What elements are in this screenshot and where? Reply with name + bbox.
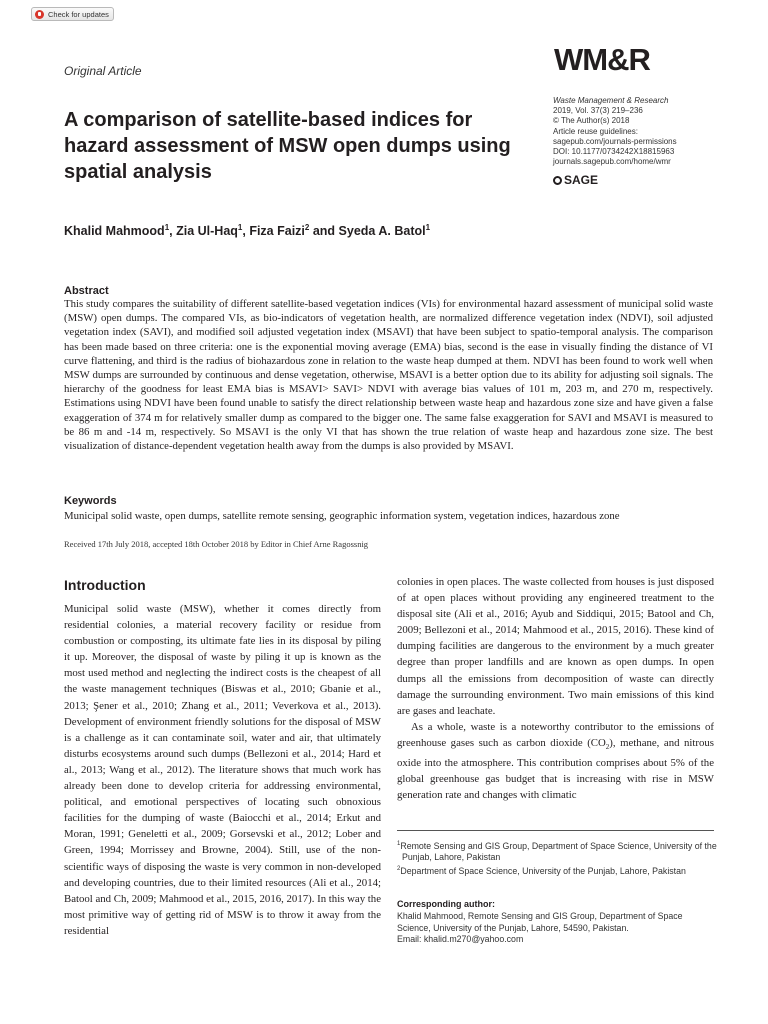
abstract-text: This study compares the suitability of different satellite-based vegetation indices (VIs) for environmental hazard assessment of municipal solid waste (MSW) open dumps. The compared VIs, as bio-indicators of vegetation health, are normalized difference vegetation index (NDVI), soil adjusted vegetation index (SAVI), and modified soil adjusted vegetation index (MSAVI) that have been subject to spatio-temporal analysis. The comparison has been made based on three criteria: one is the exponential moving average (EMA) bias, second is the ease in visually finding the distance of VI curve flattening, and third is the radius of biohazardous zone in relation to the waste heap dumped at them. NDVI has been found to work well when MSW dumps are surrounded by continuous and dense vegetation, otherwise, MSAVI is a better option due to its ability for adjusting soil signals. The hierarchy of the goodness for least EMA bias is MSAVI> SAVI> NDVI with average bias values of 101 m, 203 m, and 270 m, respectively. Estimations using NDVI have been found unable to satisfy the direct relationship between waste heap and hazardous zone size and have given a false exaggeration of 374 m for relatively smaller dump as compared to the bigger one. The same false exaggeration for SAVI and MSAVI is measured to be 86 m and -14 m, respectively. So MSAVI is the only VI that has shown the true relation of waste heap and hazardous zone size. The best visualization of distance-dependent vegetation health away from the dumps is also provided by MSAVI. <box>64 298 713 453</box>
publisher-logo <box>553 173 598 187</box>
check-for-updates-button[interactable] <box>31 7 114 21</box>
affiliations <box>397 839 717 877</box>
paragraph: colonies in open places. The waste collected from houses is just disposed of at open places without providing any engineered treatment to the disposal site (Ali et al., 2016; Ayub and Siddiqui, 2015; Batool and Ch, 2009; Bellezoni et al., 2014; Mahmood et al., 2015, 2016). These kind of dumping facilities are dangerous to the environment by a much greater degree than proper landfills and are known as open dumps. In open dumps all the emissions from decomposition of waste can directly damage the surrounding environment. Two main emissions of this kind are gases and leachate. <box>397 576 714 717</box>
update-badge-icon <box>35 10 44 19</box>
journal-name: Waste Management & Research <box>553 96 669 105</box>
journal-volume: 2019, Vol. 37(3) 219–236 <box>553 106 643 116</box>
doi[interactable]: DOI: 10.1177/0734242X18815963 <box>553 147 675 157</box>
article-title: A comparison of satellite-based indices for hazard assessment of MSW open dumps using spatial analysis <box>64 109 511 183</box>
affiliation: $^1$Remote Sensing and GIS Group, Department of Space Science, University of the Punjab, Lahore, Pakistan <box>397 840 717 863</box>
section-heading-introduction: Introduction <box>64 577 146 593</box>
journal-info <box>553 96 677 167</box>
paragraph: As a whole, waste is a noteworthy contributor to the emissions of greenhouse gases such as carbon dioxide $(CO_2)$, methane, and nitrous oxide into the atmosphere. This contribution comprises about 5% of the global greenhouse gas budget that is increasing with rise in MSW generation rate and changes with climatic <box>397 720 714 802</box>
corresponding-author-details <box>397 911 717 946</box>
author: Fiza Faizi$^2$ and <box>249 223 339 239</box>
footnote-divider <box>397 830 714 831</box>
body-column-right <box>397 574 714 803</box>
abstract-heading: Abstract <box>64 285 109 297</box>
author: Khalid Mahmood$^1$, <box>64 223 177 239</box>
check-for-updates-label: Check for updates <box>48 10 109 19</box>
author: Zia Ul-Haq$^1$, <box>176 223 250 239</box>
permissions-link[interactable]: sagepub.com/journals-permissions <box>553 136 677 146</box>
corresponding-author-address: Khalid Mahmood, Remote Sensing and GIS Group, Department of Space Science, University of the Punjab, Lahore, 54590, Pakistan. <box>397 911 683 933</box>
article-type: Original Article <box>64 64 142 78</box>
copyright: © The Author(s) 2018 <box>553 116 630 126</box>
corresponding-author-email[interactable]: Email: khalid.m270@yahoo.com <box>397 934 524 945</box>
author-list <box>64 223 430 238</box>
received-dates: Received 17th July 2018, accepted 18th October 2018 by Editor in Chief Arne Ragossnig <box>64 539 369 549</box>
author: Syeda A. Batol$^1$ <box>338 223 431 239</box>
sage-logo-icon <box>553 176 562 185</box>
body-column-left: Municipal solid waste (MSW), whether it comes directly from residential colonies, a material recovery facility or residue from combustion or composting, its ultimate fate lies in its disposal by piling it up. Moreover, the disposal of waste by piling it up is known as the most used method and neglecting the indirect costs is the cheapest of all the waste management techniques (Biswas et al., 2010; Gbanie et al., 2013; Şener et al., 2010; Zhang et al., 2011; Veverkova et al., 2013). Development of environment friendly solutions for the disposal of MSW is a challenge as it can contaminate soil, water and air, that ultimately disturbs ecosystems around such dumps (Bellezoni et al., 2014; Hard et al., 2013; Wang et al., 2012). The literature shows that much work has already been done to develop criteria for addressing environmental, political, and emotional perspectives of locating such obnoxious facilities for the dumping of waste (Baiocchi et al., 2014; Erkut and Moran, 1991; Geneletti et al., 2009; Gorsevski et al., 2012; Lober and Green, 1994; Morrissey and Browne, 2004). Still, use of the non-scientific ways of disposing the waste is very common in non-developed and developing countries, due to their limited resources (Ali et al., 2014; Batool and Ch, 2009; Mahmood et al., 2015, 2016, 2017). In this way the most primitive way of getting rid of MSW is to throw it away from the residential <box>64 603 381 937</box>
keywords-text: Municipal solid waste, open dumps, satellite remote sensing, geographic information system, vegetation indices, hazardous zone <box>64 510 620 522</box>
publisher-name: SAGE <box>564 173 599 187</box>
affiliation: $^2$Department of Space Science, University of the Punjab, Lahore, Pakistan <box>397 865 686 876</box>
reuse-guidelines: Article reuse guidelines: <box>553 126 638 136</box>
keywords-heading: Keywords <box>64 495 117 507</box>
journal-logo: WM&R <box>554 42 650 77</box>
corresponding-author-heading: Corresponding author: <box>397 899 495 909</box>
journal-home-link[interactable]: journals.sagepub.com/home/wmr <box>553 157 671 167</box>
